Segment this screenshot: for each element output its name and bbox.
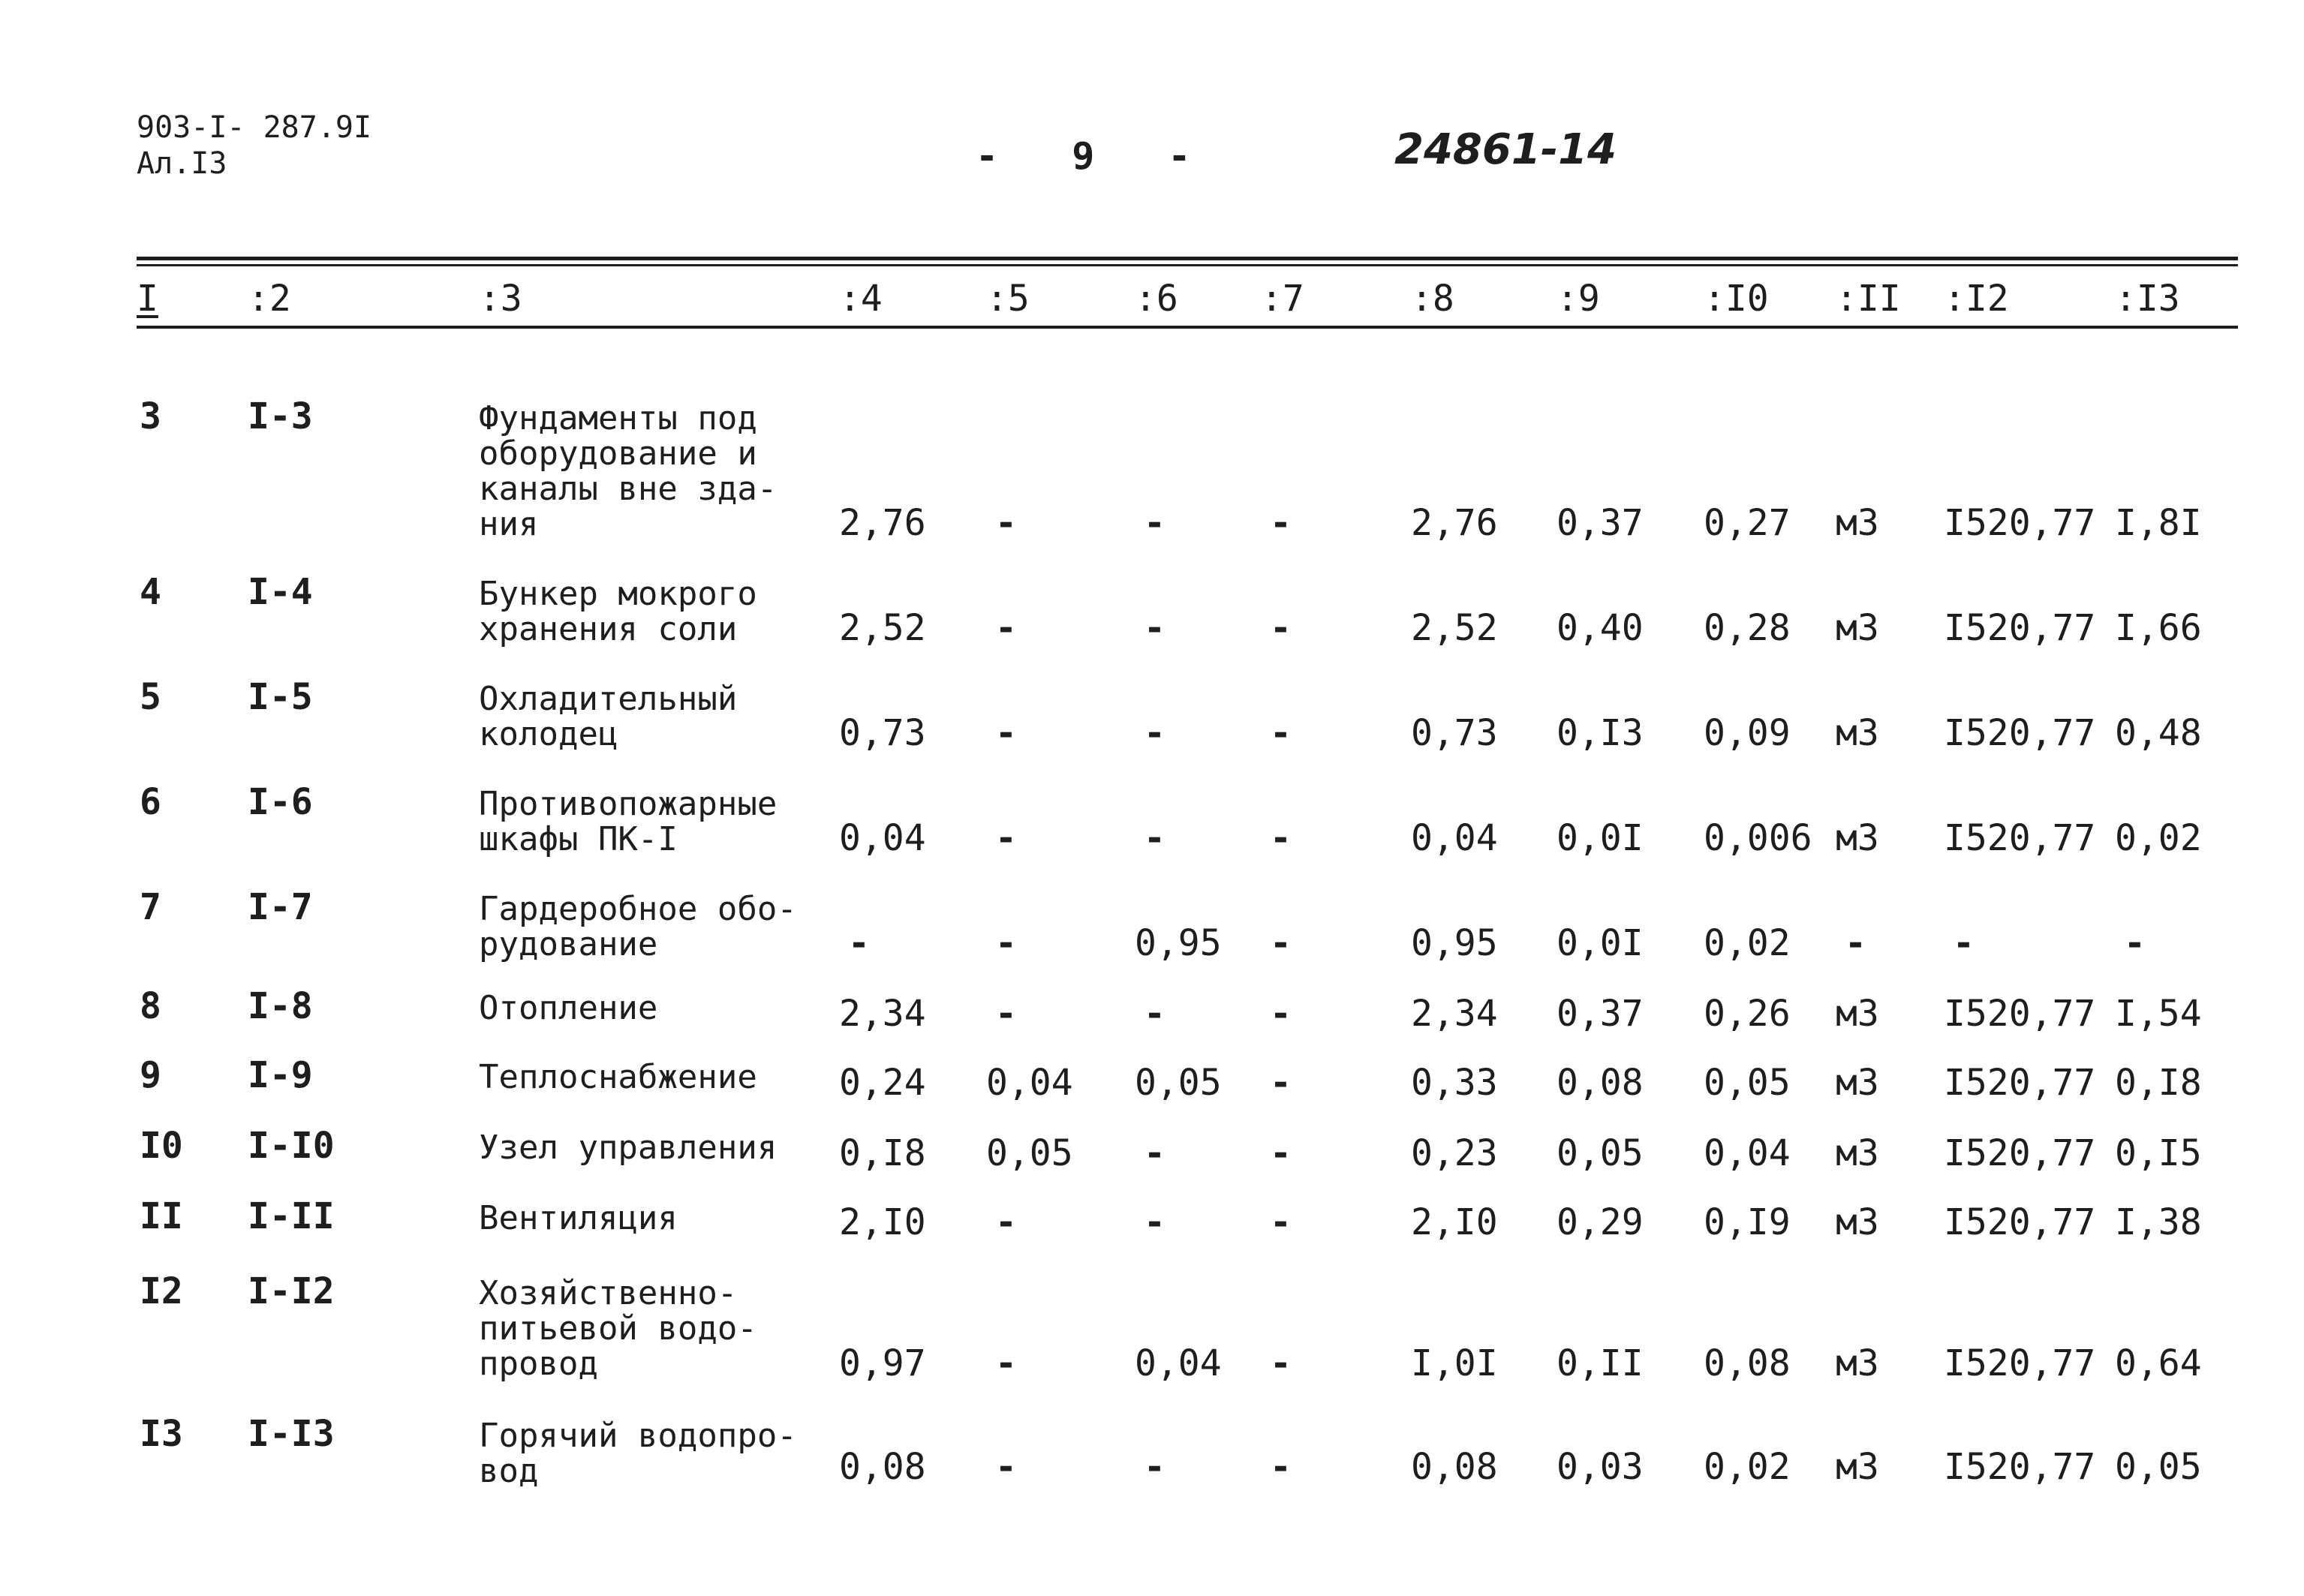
column-header-6: :6 [1135, 278, 1178, 320]
cell-col-11: м3 [1836, 817, 1879, 859]
cell-col-6: - [1144, 1201, 1166, 1243]
row-name-line: Противопожарные [479, 785, 778, 823]
cell-col-13: 0,02 [2115, 817, 2202, 859]
cell-col-8: 2,52 [1411, 607, 1498, 649]
column-header-1: I [137, 278, 158, 320]
cell-col-8: 0,23 [1411, 1132, 1498, 1174]
cell-col-10: 0,02 [1704, 1446, 1791, 1488]
cell-col-5: - [995, 1201, 1017, 1243]
row-code: I-6 [248, 781, 313, 823]
cell-col-12: I520,77 [1944, 817, 2096, 859]
cell-col-4: 2,52 [839, 607, 926, 649]
cell-col-9: 0,37 [1557, 993, 1644, 1035]
cell-col-5: - [995, 1446, 1017, 1488]
row-code: I-I0 [248, 1125, 335, 1167]
cell-col-9: 0,05 [1557, 1132, 1644, 1174]
cell-col-12: - [1953, 922, 1975, 964]
cell-col-12: I520,77 [1944, 1132, 2096, 1174]
cell-col-6: - [1144, 1132, 1166, 1174]
cell-col-5: - [995, 607, 1017, 649]
cell-col-7: - [1270, 922, 1292, 964]
cell-col-7: - [1270, 712, 1292, 754]
row-code: I-3 [248, 395, 313, 437]
cell-col-5: - [995, 712, 1017, 754]
cell-col-4: 2,34 [839, 993, 926, 1035]
cell-col-6: - [1144, 993, 1166, 1035]
cell-col-13: I,66 [2115, 607, 2202, 649]
column-header-2: :2 [248, 278, 291, 320]
cell-col-5: - [995, 817, 1017, 859]
cell-col-13: I,38 [2115, 1201, 2202, 1243]
row-name-line: Охладительный [479, 680, 738, 718]
cell-col-13: 0,48 [2115, 712, 2202, 754]
row-name [479, 1418, 824, 1489]
row-name-line: питьевой водо- [479, 1309, 757, 1348]
row-name [479, 1059, 824, 1095]
cell-col-7: - [1270, 502, 1292, 544]
row-number: I0 [140, 1125, 183, 1167]
cell-col-12: I520,77 [1944, 1342, 2096, 1384]
row-name-line: хранения соли [479, 610, 738, 648]
cell-col-4: 2,I0 [839, 1201, 926, 1243]
cell-col-7: - [1270, 1446, 1292, 1488]
column-header-10: :I0 [1704, 278, 1769, 320]
cell-col-12: I520,77 [1944, 1446, 2096, 1488]
cell-col-13: 0,64 [2115, 1342, 2202, 1384]
cell-col-6: - [1144, 502, 1166, 544]
cell-col-11: м3 [1836, 712, 1879, 754]
cell-col-6: - [1144, 712, 1166, 754]
row-name [479, 1130, 824, 1165]
cell-col-12: I520,77 [1944, 712, 2096, 754]
row-number: 9 [140, 1054, 161, 1096]
cell-col-12: I520,77 [1944, 1201, 2096, 1243]
cell-col-8: 2,34 [1411, 993, 1498, 1035]
row-number: I2 [140, 1270, 183, 1312]
cell-col-4: 2,76 [839, 502, 926, 544]
cell-col-7: - [1270, 607, 1292, 649]
cell-col-6: 0,95 [1135, 922, 1222, 964]
row-name [479, 681, 824, 752]
cell-col-8: 0,33 [1411, 1062, 1498, 1104]
row-name [479, 990, 824, 1026]
row-name-line: Горячий водопро- [479, 1417, 797, 1455]
cell-col-13: 0,I8 [2115, 1062, 2202, 1104]
column-header-5: :5 [986, 278, 1030, 320]
row-name-line: Бункер мокрого [479, 575, 757, 613]
row-name-line: вод [479, 1452, 539, 1490]
column-header-8: :8 [1411, 278, 1454, 320]
cell-col-8: 2,76 [1411, 502, 1498, 544]
cell-col-11: - [1845, 922, 1866, 964]
page-number: - 9 - [976, 134, 1217, 178]
row-number: 4 [140, 571, 161, 613]
cell-col-11: м3 [1836, 1062, 1879, 1104]
row-number: 5 [140, 676, 161, 718]
column-header-11: :II [1836, 278, 1901, 320]
cell-col-9: 0,03 [1557, 1446, 1644, 1488]
cell-col-4: 0,I8 [839, 1132, 926, 1174]
row-number: 3 [140, 395, 161, 437]
row-code: I-5 [248, 676, 313, 718]
cell-col-11: м3 [1836, 993, 1879, 1035]
cell-col-5: 0,05 [986, 1132, 1073, 1174]
row-code: I-9 [248, 1054, 313, 1096]
cell-col-11: м3 [1836, 1201, 1879, 1243]
cell-col-7: - [1270, 1132, 1292, 1174]
cell-col-11: м3 [1836, 502, 1879, 544]
row-number: I3 [140, 1413, 183, 1455]
cell-col-10: 0,04 [1704, 1132, 1791, 1174]
cell-col-5: - [995, 1342, 1017, 1384]
cell-col-13: I,54 [2115, 993, 2202, 1035]
cell-col-9: 0,37 [1557, 502, 1644, 544]
cell-col-4: 0,08 [839, 1446, 926, 1488]
cell-col-13: 0,I5 [2115, 1132, 2202, 1174]
cell-col-8: 0,73 [1411, 712, 1498, 754]
cell-col-5: 0,04 [986, 1062, 1073, 1104]
cell-col-8: 0,08 [1411, 1446, 1498, 1488]
row-name-line: Отопление [479, 989, 658, 1027]
header-rule-bottom [137, 326, 2238, 329]
row-name-line: каналы вне зда- [479, 470, 778, 508]
row-code: I-II [248, 1195, 335, 1237]
column-header-7: :7 [1261, 278, 1304, 320]
cell-col-6: 0,05 [1135, 1062, 1222, 1104]
row-name [479, 891, 824, 962]
cell-col-10: 0,09 [1704, 712, 1791, 754]
column-header-4: :4 [839, 278, 883, 320]
cell-col-7: - [1270, 1062, 1292, 1104]
cell-col-4: 0,24 [839, 1062, 926, 1104]
cell-col-11: м3 [1836, 1446, 1879, 1488]
header-rule-top-2 [137, 264, 2238, 266]
cell-col-10: 0,05 [1704, 1062, 1791, 1104]
row-name [479, 786, 824, 857]
row-code: I-I2 [248, 1270, 335, 1312]
cell-col-9: 0,0I [1557, 817, 1644, 859]
row-name-line: провод [479, 1345, 598, 1383]
cell-col-7: - [1270, 1342, 1292, 1384]
row-name-line: Гардеробное обо- [479, 890, 797, 928]
sheet-number: Ал.I3 [137, 146, 227, 181]
row-name-line: шкафы ПК-I [479, 820, 678, 858]
cell-col-13: I,8I [2115, 502, 2202, 544]
row-name [479, 401, 824, 542]
row-code: I-I3 [248, 1413, 335, 1455]
row-name [479, 1201, 824, 1236]
cell-col-10: 0,02 [1704, 922, 1791, 964]
cell-col-6: - [1144, 607, 1166, 649]
cell-col-5: - [995, 502, 1017, 544]
cell-col-4: 0,97 [839, 1342, 926, 1384]
cell-col-12: I520,77 [1944, 607, 2096, 649]
cell-col-13: - [2124, 922, 2146, 964]
cell-col-8: 0,95 [1411, 922, 1498, 964]
row-number: 7 [140, 886, 161, 928]
cell-col-9: 0,08 [1557, 1062, 1644, 1104]
row-number: II [140, 1195, 183, 1237]
cell-col-6: 0,04 [1135, 1342, 1222, 1384]
cell-col-9: 0,29 [1557, 1201, 1644, 1243]
column-header-12: :I2 [1944, 278, 2009, 320]
row-name-line: Фундаменты под [479, 399, 757, 437]
cell-col-12: I520,77 [1944, 1062, 2096, 1104]
cell-col-11: м3 [1836, 1132, 1879, 1174]
cell-col-10: 0,I9 [1704, 1201, 1791, 1243]
cell-col-13: 0,05 [2115, 1446, 2202, 1488]
cell-col-9: 0,II [1557, 1342, 1644, 1384]
row-code: I-7 [248, 886, 313, 928]
row-name-line: Узел управления [479, 1129, 778, 1167]
row-code: I-4 [248, 571, 313, 613]
column-header-13: :I3 [2115, 278, 2180, 320]
cell-col-4: - [848, 922, 870, 964]
cell-col-6: - [1144, 1446, 1166, 1488]
row-name-line: рудование [479, 925, 658, 963]
row-code: I-8 [248, 985, 313, 1027]
cell-col-6: - [1144, 817, 1166, 859]
cell-col-12: I520,77 [1944, 993, 2096, 1035]
row-name-line: оборудование и [479, 434, 757, 473]
cell-col-8: 2,I0 [1411, 1201, 1498, 1243]
row-name-line: Теплоснабжение [479, 1058, 757, 1096]
row-name [479, 576, 824, 647]
cell-col-7: - [1270, 993, 1292, 1035]
cell-col-10: 0,006 [1704, 817, 1812, 859]
cell-col-8: 0,04 [1411, 817, 1498, 859]
cell-col-9: 0,I3 [1557, 712, 1644, 754]
row-number: 8 [140, 985, 161, 1027]
cell-col-12: I520,77 [1944, 502, 2096, 544]
header-rule-top [137, 257, 2238, 260]
cell-col-8: I,0I [1411, 1342, 1498, 1384]
cell-col-5: - [995, 922, 1017, 964]
column-header-3: :3 [479, 278, 522, 320]
row-name-line: колодец [479, 715, 618, 753]
row-name [479, 1276, 824, 1381]
row-name-line: ния [479, 505, 539, 543]
cell-col-11: м3 [1836, 1342, 1879, 1384]
archive-number: 24861-14 [1394, 125, 1617, 174]
cell-col-9: 0,40 [1557, 607, 1644, 649]
cell-col-4: 0,73 [839, 712, 926, 754]
cell-col-7: - [1270, 817, 1292, 859]
cell-col-11: м3 [1836, 607, 1879, 649]
row-name-line: Хозяйственно- [479, 1274, 738, 1312]
cell-col-10: 0,27 [1704, 502, 1791, 544]
row-number: 6 [140, 781, 161, 823]
cell-col-4: 0,04 [839, 817, 926, 859]
cell-col-10: 0,26 [1704, 993, 1791, 1035]
cell-col-5: - [995, 993, 1017, 1035]
cell-col-10: 0,28 [1704, 607, 1791, 649]
document-code: 903-I- 287.9I [137, 110, 372, 145]
row-name-line: Вентиляция [479, 1199, 678, 1237]
column-header-9: :9 [1557, 278, 1600, 320]
cell-col-10: 0,08 [1704, 1342, 1791, 1384]
cell-col-7: - [1270, 1201, 1292, 1243]
cell-col-9: 0,0I [1557, 922, 1644, 964]
